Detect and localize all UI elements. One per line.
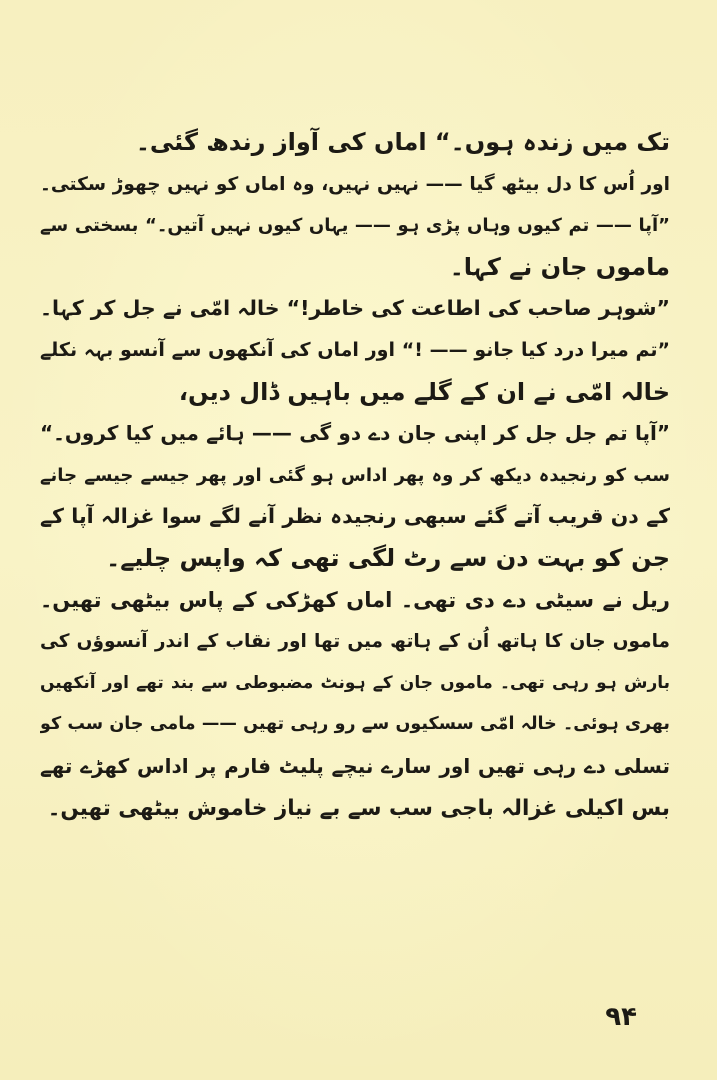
text-line: بھری ہوئی۔ خالہ امّی سسکیوں سے رو رہی تھیں —— مامی جان سب کو <box>40 714 670 735</box>
text-line: خالہ امّی نے ان کے گلے میں باہیں ڈال دیں، <box>178 377 670 406</box>
text-line: جن کو بہت دن سے رٹ لگی تھی کہ واپس چلیے۔ <box>106 543 670 572</box>
text-line: ”شوہر صاحب کی اطاعت کی خاطر!“ خالہ امّی نے جل کر کہا۔ <box>40 296 670 321</box>
text-line: ”آپا تم جل جل کر اپنی جان دے دو گی —— ہائے میں کیا کروں۔“ <box>40 421 670 446</box>
text-line: سب کو رنجیدہ دیکھ کر وہ پھر اداس ہو گئی اور پھر جیسے جیسے جانے <box>40 464 670 486</box>
text-line: بارش ہو رہی تھی۔ ماموں جان کے ہونٹ مضبوطی سے بند تھے اور آنکھیں <box>40 672 670 693</box>
text-line: ماموں جان کا ہاتھ اُن کے ہاتھ میں تھا اور نقاب کے اندر آنسوؤں کی <box>40 631 670 653</box>
text-line: کے دن قریب آتے گئے سبھی رنجیدہ نظر آنے لگے سوا غزالہ آپا کے <box>40 504 670 529</box>
text-line: ریل نے سیٹی دے دی تھی۔ اماں کھڑکی کے پاس بیٹھی تھیں۔ <box>40 587 670 612</box>
text-line: تسلی دے رہی تھیں اور سارے نیچے پلیٹ فارم پر اداس کھڑے تھے <box>40 753 670 778</box>
urdu-text-block <box>40 122 670 829</box>
text-line: ”آپا —— تم کیوں وہاں پڑی ہو —— یہاں کیوں نہیں آتیں۔“ بسختی سے <box>40 215 670 237</box>
text-line: ماموں جان نے کہا۔ <box>449 252 670 281</box>
text-line: ”تم میرا درد کیا جانو —— !“ اور اماں کی آنکھوں سے آنسو بہہ نکلے <box>40 338 670 361</box>
text-line: اور اُس کا دل بیٹھ گیا —— نہیں نہیں، وہ اماں کو نہیں چھوڑ سکتی۔ <box>40 173 670 195</box>
text-line: تک میں زندہ ہوں۔“ اماں کی آواز رندھ گئی۔ <box>135 128 670 156</box>
text-line: بس اکیلی غزالہ باجی سب سے بے نیاز خاموش بیٹھی تھیں۔ <box>47 795 670 821</box>
page-number: ۹۴ <box>605 1002 637 1032</box>
